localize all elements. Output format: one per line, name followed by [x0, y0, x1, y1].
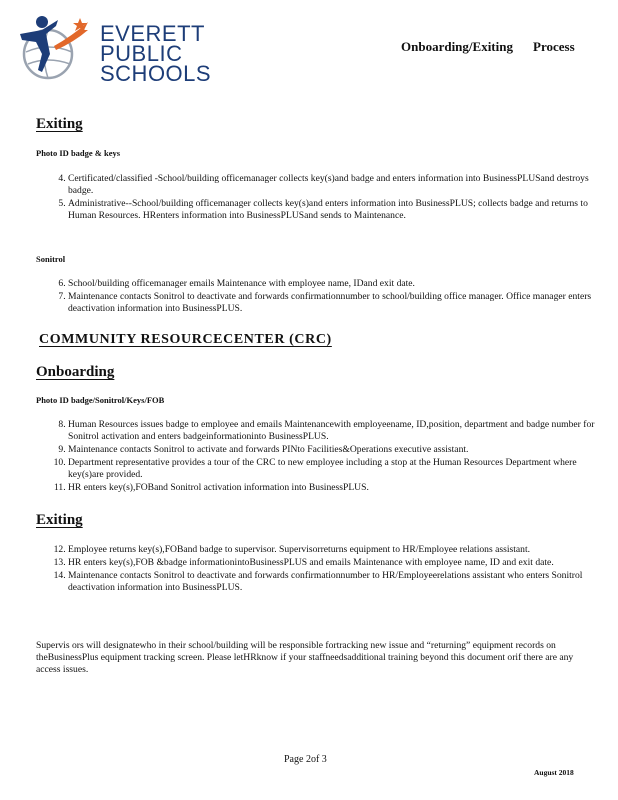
header-title: Onboarding/Exiting	[401, 39, 513, 54]
document-date: August 2018	[534, 768, 574, 777]
crc-heading: COMMUNITY RESOURCECENTER (CRC)	[39, 332, 332, 347]
logo-line-3: SCHOOLS	[100, 61, 212, 86]
photo-badge-fob-subheading: Photo ID badge/Sonitrol/Keys/FOB	[36, 395, 165, 405]
list-item: 11. HR enters key(s),FOBand Sonitrol activation information into BusinessPLUS.	[68, 482, 608, 494]
header-process: Process	[533, 39, 575, 54]
logo-mark-icon	[14, 12, 94, 84]
crc-onboarding-list	[36, 419, 608, 495]
exiting-sonitrol-list	[36, 278, 608, 316]
list-item: 5. Administrative--School/building officemanager collects key(s)and enters information into BusinessPLUS; collects badge and returns to Human Resources. HRenters information into BusinessPLUSand sends to Maintenance.	[68, 198, 608, 222]
list-item: 14. Maintenance contacts Sonitrol to deactivate and forwards confirmationnumber to HR/Employeerelations assistant who enters Sonitrol deactivation information into BusinessPLUS.	[68, 570, 608, 594]
crc-exiting-list	[36, 544, 608, 595]
photo-badge-keys-subheading: Photo ID badge & keys	[36, 148, 121, 158]
crc-exiting-heading: Exiting	[36, 512, 83, 528]
page-number: Page 2of 3	[284, 754, 327, 765]
list-item: 7. Maintenance contacts Sonitrol to deactivate and forwards confirmationnumber to school/building office manager. Office manager enters deactivation information into BusinessPLUS.	[68, 291, 608, 315]
list-item: 9. Maintenance contacts Sonitrol to activate and forwards PINto Facilities&Operations executive assistant.	[68, 444, 608, 456]
sonitrol-subheading: Sonitrol	[36, 254, 66, 264]
district-logo	[14, 12, 212, 86]
list-item: 13. HR enters key(s),FOB &badge informationintoBusinessPLUS and emails Maintenance with employee name, ID and exit date.	[68, 557, 608, 569]
logo-line-1: EVERETT	[100, 21, 205, 46]
logo-line-2: PUBLIC	[100, 41, 183, 66]
list-item: 4. Certificated/classified -School/building officemanager collects key(s)and badge and enters information into BusinessPLUSand destroys badge.	[68, 173, 608, 197]
list-item: 10. Department representative provides a tour of the CRC to new employee including a stop at the Human Resources Department where key(s)are provided.	[68, 457, 608, 481]
closing-paragraph: Supervis ors will designatewho in their school/building will be responsible fortracking new issue and “returning” equipment records on theBusinessPlus equipment tracking screen. Please letHRknow if your staffneedsadditional training beyond this document orif there are any access issues.	[36, 640, 574, 675]
exiting-badge-list	[36, 173, 608, 223]
list-item: 12. Employee returns key(s),FOBand badge to supervisor. Supervisorreturns equipment to HR/Employee relations assistant.	[68, 544, 608, 556]
list-item: 6. School/building officemanager emails Maintenance with employee name, IDand exit date.	[68, 278, 608, 290]
exiting-heading: Exiting	[36, 116, 83, 132]
list-item: 8. Human Resources issues badge to employee and emails Maintenancewith employeename, ID,position, department and badge number for Sonitrol activation and enters badgeinformationinto BusinessPLUS.	[68, 419, 608, 443]
onboarding-heading: Onboarding	[36, 364, 115, 380]
